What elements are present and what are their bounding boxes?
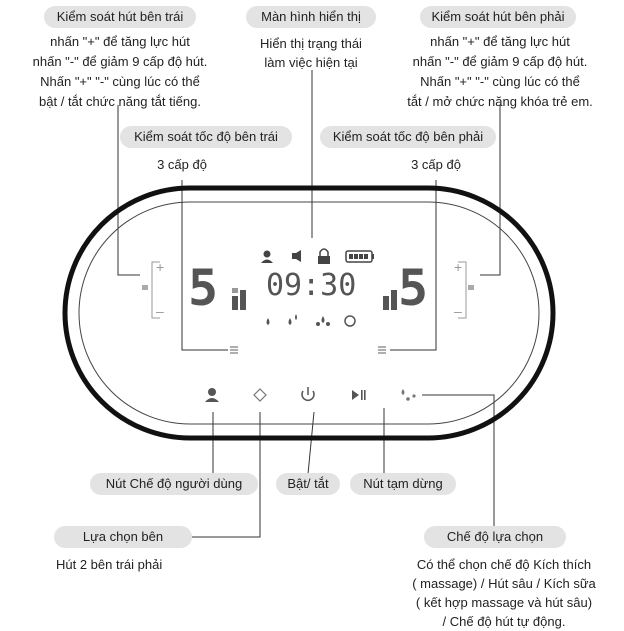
right-speed-desc: 3 cấp độ [411,157,461,172]
power-leader [308,412,314,474]
mode-select-desc: Có thể chọn chế độ Kích thích ( massage) / Hút sâu / Kích sữa ( kết hợp massage và hút sâu) / Chế độ hút tự động. [412,557,596,629]
left-suction-desc: nhấn "+" để tăng lực hút nhấn "-" để giảm 9 cấp độ hút. Nhấn "+" "-" cùng lúc có thể bật / tắt chức năng tắt tiếng. [32,34,208,109]
left-speed-label: Kiểm soát tốc độ bên trái [120,126,292,148]
clock-display: 09:30 [266,268,357,303]
play-pause-icon [352,390,366,400]
drop-icon [267,318,270,325]
user-icon [261,251,273,264]
left-speed-desc: 3 cấp độ [157,157,207,172]
device-inner-rim [79,202,539,424]
left-minus-button[interactable]: – [156,303,164,319]
user-mode-label: Nút Chế độ người dùng [90,473,258,495]
drop-icon [295,314,297,320]
left-plus-button[interactable]: + [156,259,165,275]
right-speed-label: Kiểm soát tốc độ bên phải [320,126,496,148]
drop-icon [289,318,292,325]
speaker-icon [292,250,301,262]
user-icon [205,388,219,402]
drop-icon [322,316,325,323]
pause-label: Nút tạm dừng [350,473,456,495]
left-level-digit: 5 [188,259,219,317]
side-select-desc: Hút 2 bên trái phải [56,557,163,572]
right-suction-desc: nhấn "+" để tăng lực hút nhấn "-" để giảm 9 cấp độ hút. Nhấn "+" "-" cùng lúc có thể tắt / mở chức năng khóa trẻ em. [407,34,593,109]
right-minus-button[interactable]: – [454,303,462,319]
cycle-icon [345,316,355,326]
power-label: Bật/ tắt [276,473,340,495]
lock-icon [318,249,330,264]
right-level-digit: 5 [398,259,429,317]
mode-icon [402,389,416,401]
mode-select-label: Chế độ lựa chọn [424,526,566,548]
side-select-label: Lựa chọn bên [54,526,192,548]
mode-select-leader [422,395,494,530]
right-plus-button[interactable]: + [454,259,463,275]
left-level-bars [232,288,246,310]
left-suction-label: Kiểm soát hút bên trái [44,6,196,28]
display-label: Màn hình hiển thị [246,6,376,28]
power-icon [302,387,314,400]
side-select-icon [254,389,266,401]
display-desc: Hiển thị trạng thái làm việc hiện tại [260,36,362,70]
battery-icon [346,251,374,262]
right-suction-label: Kiểm soát hút bên phải [420,6,576,28]
right-level-bars [383,290,397,310]
